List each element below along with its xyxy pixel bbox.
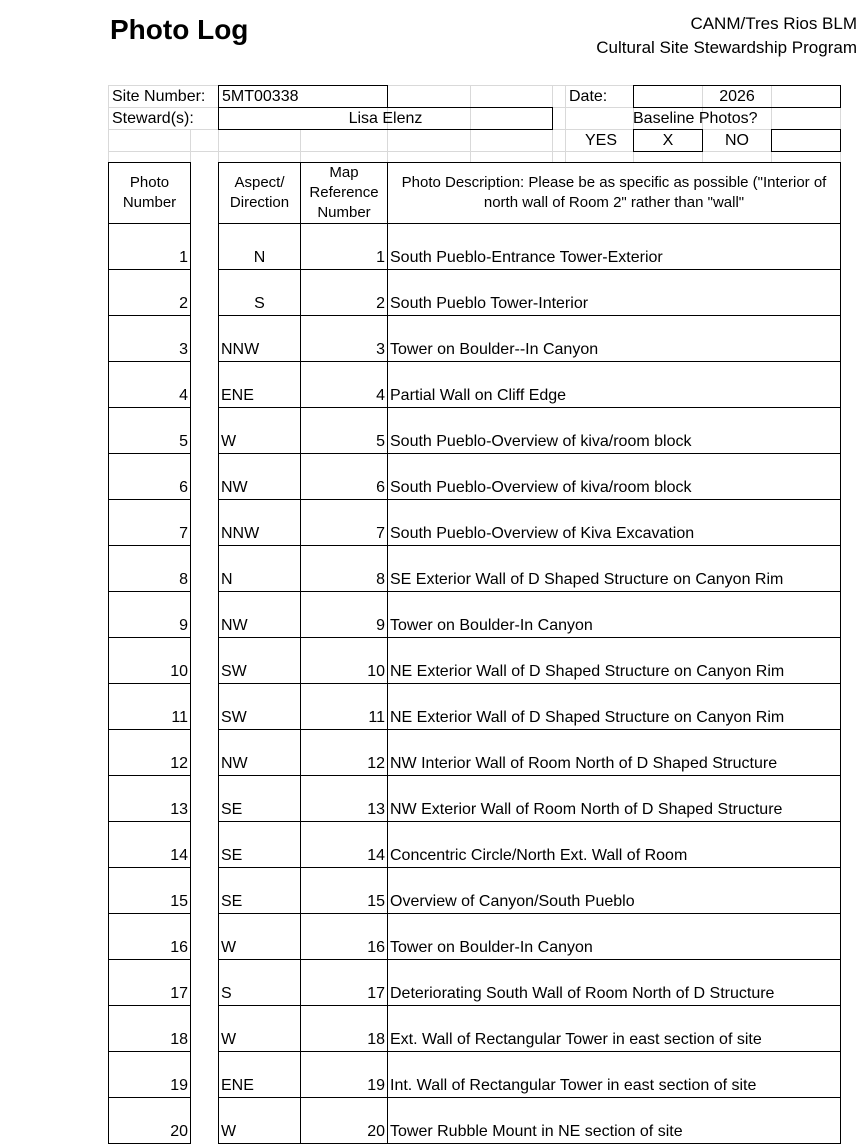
description-cell[interactable]: Partial Wall on Cliff Edge xyxy=(388,362,841,408)
description-cell[interactable]: SE Exterior Wall of D Shaped Structure on Canyon Rim xyxy=(388,546,841,592)
spacer-cell xyxy=(191,592,219,638)
baseline-no-field[interactable] xyxy=(771,129,841,152)
map-reference-cell[interactable]: 6 xyxy=(301,454,388,500)
photo-number-cell[interactable]: 1 xyxy=(109,224,191,270)
map-reference-cell[interactable]: 5 xyxy=(301,408,388,454)
map-reference-cell[interactable]: 3 xyxy=(301,316,388,362)
map-reference-cell[interactable]: 10 xyxy=(301,638,388,684)
site-number-label: Site Number: xyxy=(112,88,206,105)
map-reference-cell[interactable]: 18 xyxy=(301,1006,388,1052)
aspect-cell[interactable]: SE xyxy=(219,868,301,914)
spacer-cell xyxy=(191,316,219,362)
aspect-cell[interactable]: NW xyxy=(219,730,301,776)
baseline-photos-label: Baseline Photos? xyxy=(633,110,758,127)
spacer-cell xyxy=(191,500,219,546)
photo-number-cell[interactable]: 12 xyxy=(109,730,191,776)
table-row xyxy=(109,822,841,868)
steward-value: Lisa Elenz xyxy=(348,110,423,127)
photo-number-cell[interactable]: 7 xyxy=(109,500,191,546)
map-reference-cell[interactable]: 15 xyxy=(301,868,388,914)
description-cell[interactable]: NW Interior Wall of Room North of D Shaped Structure xyxy=(388,730,841,776)
description-cell[interactable]: Ext. Wall of Rectangular Tower in east section of site xyxy=(388,1006,841,1052)
spacer-cell xyxy=(191,914,219,960)
spacer-cell xyxy=(191,224,219,270)
map-reference-cell[interactable]: 8 xyxy=(301,546,388,592)
baseline-yes-field[interactable] xyxy=(633,129,703,152)
photo-number-cell[interactable]: 17 xyxy=(109,960,191,1006)
aspect-cell[interactable]: NNW xyxy=(219,500,301,546)
spacer-cell xyxy=(191,546,219,592)
organization-name: CANM/Tres Rios BLM xyxy=(690,14,857,33)
map-reference-cell[interactable]: 9 xyxy=(301,592,388,638)
aspect-cell[interactable]: W xyxy=(219,914,301,960)
description-cell[interactable]: NW Exterior Wall of Room North of D Shaped Structure xyxy=(388,776,841,822)
table-row xyxy=(109,1098,841,1144)
map-reference-cell[interactable]: 12 xyxy=(301,730,388,776)
description-cell[interactable]: South Pueblo-Overview of Kiva Excavation xyxy=(388,500,841,546)
photo-number-cell[interactable]: 9 xyxy=(109,592,191,638)
table-row xyxy=(109,316,841,362)
spacer-cell xyxy=(191,454,219,500)
site-number-value: 5MT00338 xyxy=(222,88,299,105)
col-header-photo-number: Photo Number xyxy=(109,163,191,224)
photo-number-cell[interactable]: 15 xyxy=(109,868,191,914)
photo-log-table xyxy=(108,162,841,1144)
program-name: Cultural Site Stewardship Program xyxy=(596,38,857,57)
aspect-cell[interactable]: S xyxy=(219,270,301,316)
yes-label: YES xyxy=(584,132,617,149)
description-cell[interactable]: South Pueblo-Overview of kiva/room block xyxy=(388,454,841,500)
spacer-cell xyxy=(191,868,219,914)
aspect-cell[interactable]: N xyxy=(219,224,301,270)
table-row xyxy=(109,224,841,270)
map-reference-cell[interactable]: 1 xyxy=(301,224,388,270)
map-reference-cell[interactable]: 7 xyxy=(301,500,388,546)
photo-number-cell[interactable]: 3 xyxy=(109,316,191,362)
spacer-cell xyxy=(191,776,219,822)
aspect-cell[interactable]: ENE xyxy=(219,1052,301,1098)
photo-number-cell[interactable]: 10 xyxy=(109,638,191,684)
aspect-cell[interactable]: W xyxy=(219,1098,301,1144)
map-reference-cell[interactable]: 4 xyxy=(301,362,388,408)
photo-number-cell[interactable]: 4 xyxy=(109,362,191,408)
spacer-cell xyxy=(191,960,219,1006)
map-reference-cell[interactable]: 16 xyxy=(301,914,388,960)
aspect-cell[interactable]: W xyxy=(219,1006,301,1052)
table-row xyxy=(109,270,841,316)
spacer-cell xyxy=(191,638,219,684)
description-cell[interactable]: Deteriorating South Wall of Room North of D Structure xyxy=(388,960,841,1006)
spacer-cell xyxy=(191,730,219,776)
site-number-field[interactable] xyxy=(218,85,388,108)
map-reference-cell[interactable]: 11 xyxy=(301,684,388,730)
aspect-cell[interactable]: SW xyxy=(219,638,301,684)
date-value: 2026 xyxy=(719,88,755,105)
map-reference-cell[interactable]: 13 xyxy=(301,776,388,822)
aspect-cell[interactable]: N xyxy=(219,546,301,592)
spacer-cell xyxy=(191,1006,219,1052)
date-field[interactable] xyxy=(633,85,841,108)
description-cell[interactable]: Tower Rubble Mount in NE section of site xyxy=(388,1098,841,1144)
photo-number-cell[interactable]: 8 xyxy=(109,546,191,592)
spacer-cell xyxy=(191,270,219,316)
table-row xyxy=(109,638,841,684)
description-cell[interactable]: NE Exterior Wall of D Shaped Structure on Canyon Rim xyxy=(388,684,841,730)
col-header-map-reference: Map Reference Number xyxy=(301,163,388,224)
steward-field[interactable] xyxy=(218,107,553,130)
spacer-cell xyxy=(191,408,219,454)
map-reference-cell[interactable]: 2 xyxy=(301,270,388,316)
table-row xyxy=(109,730,841,776)
photo-number-cell[interactable]: 5 xyxy=(109,408,191,454)
date-label: Date: xyxy=(569,88,608,105)
col-header-aspect: Aspect/ Direction xyxy=(219,163,301,224)
table-row xyxy=(109,1052,841,1098)
table-row xyxy=(109,500,841,546)
description-cell[interactable]: Concentric Circle/North Ext. Wall of Room xyxy=(388,822,841,868)
description-cell[interactable]: Tower on Boulder-In Canyon xyxy=(388,592,841,638)
aspect-cell[interactable]: NW xyxy=(219,592,301,638)
description-cell[interactable]: South Pueblo-Overview of kiva/room block xyxy=(388,408,841,454)
aspect-cell[interactable]: S xyxy=(219,960,301,1006)
aspect-cell[interactable]: NNW xyxy=(219,316,301,362)
map-reference-cell[interactable]: 14 xyxy=(301,822,388,868)
aspect-cell[interactable]: NW xyxy=(219,454,301,500)
photo-number-cell[interactable]: 16 xyxy=(109,914,191,960)
table-row xyxy=(109,960,841,1006)
spacer-cell xyxy=(191,1052,219,1098)
photo-number-cell[interactable]: 14 xyxy=(109,822,191,868)
table-row xyxy=(109,868,841,914)
photo-number-cell[interactable]: 20 xyxy=(109,1098,191,1144)
aspect-cell[interactable]: SE xyxy=(219,822,301,868)
table-row xyxy=(109,776,841,822)
description-cell[interactable]: Tower on Boulder-In Canyon xyxy=(388,914,841,960)
aspect-cell[interactable]: W xyxy=(219,408,301,454)
aspect-cell[interactable]: ENE xyxy=(219,362,301,408)
spacer-cell xyxy=(191,684,219,730)
no-label: NO xyxy=(725,132,749,149)
table-row xyxy=(109,1006,841,1052)
description-cell[interactable]: NE Exterior Wall of D Shaped Structure on Canyon Rim xyxy=(388,638,841,684)
col-header-description: Photo Description: Please be as specific as possible ("Interior of north wall of Room 2" rather than "wall" xyxy=(388,163,841,224)
photo-number-cell[interactable]: 6 xyxy=(109,454,191,500)
aspect-cell[interactable]: SW xyxy=(219,684,301,730)
table-row xyxy=(109,546,841,592)
description-cell[interactable]: Int. Wall of Rectangular Tower in east section of site xyxy=(388,1052,841,1098)
table-row xyxy=(109,408,841,454)
table-header-row xyxy=(109,163,841,224)
description-cell[interactable]: South Pueblo Tower-Interior xyxy=(388,270,841,316)
page-title: Photo Log xyxy=(110,14,249,45)
steward-label: Steward(s): xyxy=(112,110,194,127)
photo-number-cell[interactable]: 18 xyxy=(109,1006,191,1052)
aspect-cell[interactable]: SE xyxy=(219,776,301,822)
map-reference-cell[interactable]: 20 xyxy=(301,1098,388,1144)
description-cell[interactable]: South Pueblo-Entrance Tower-Exterior xyxy=(388,224,841,270)
table-row xyxy=(109,454,841,500)
col-spacer xyxy=(191,163,219,224)
spacer-cell xyxy=(191,1098,219,1144)
table-row xyxy=(109,592,841,638)
map-reference-cell[interactable]: 19 xyxy=(301,1052,388,1098)
map-reference-cell[interactable]: 17 xyxy=(301,960,388,1006)
photo-number-cell[interactable]: 2 xyxy=(109,270,191,316)
description-cell[interactable]: Tower on Boulder--In Canyon xyxy=(388,316,841,362)
table-row xyxy=(109,914,841,960)
spacer-cell xyxy=(191,362,219,408)
photo-number-cell[interactable]: 19 xyxy=(109,1052,191,1098)
baseline-yes-value: X xyxy=(662,132,674,149)
table-row xyxy=(109,362,841,408)
spacer-cell xyxy=(191,822,219,868)
description-cell[interactable]: Overview of Canyon/South Pueblo xyxy=(388,868,841,914)
photo-number-cell[interactable]: 13 xyxy=(109,776,191,822)
table-row xyxy=(109,684,841,730)
photo-number-cell[interactable]: 11 xyxy=(109,684,191,730)
